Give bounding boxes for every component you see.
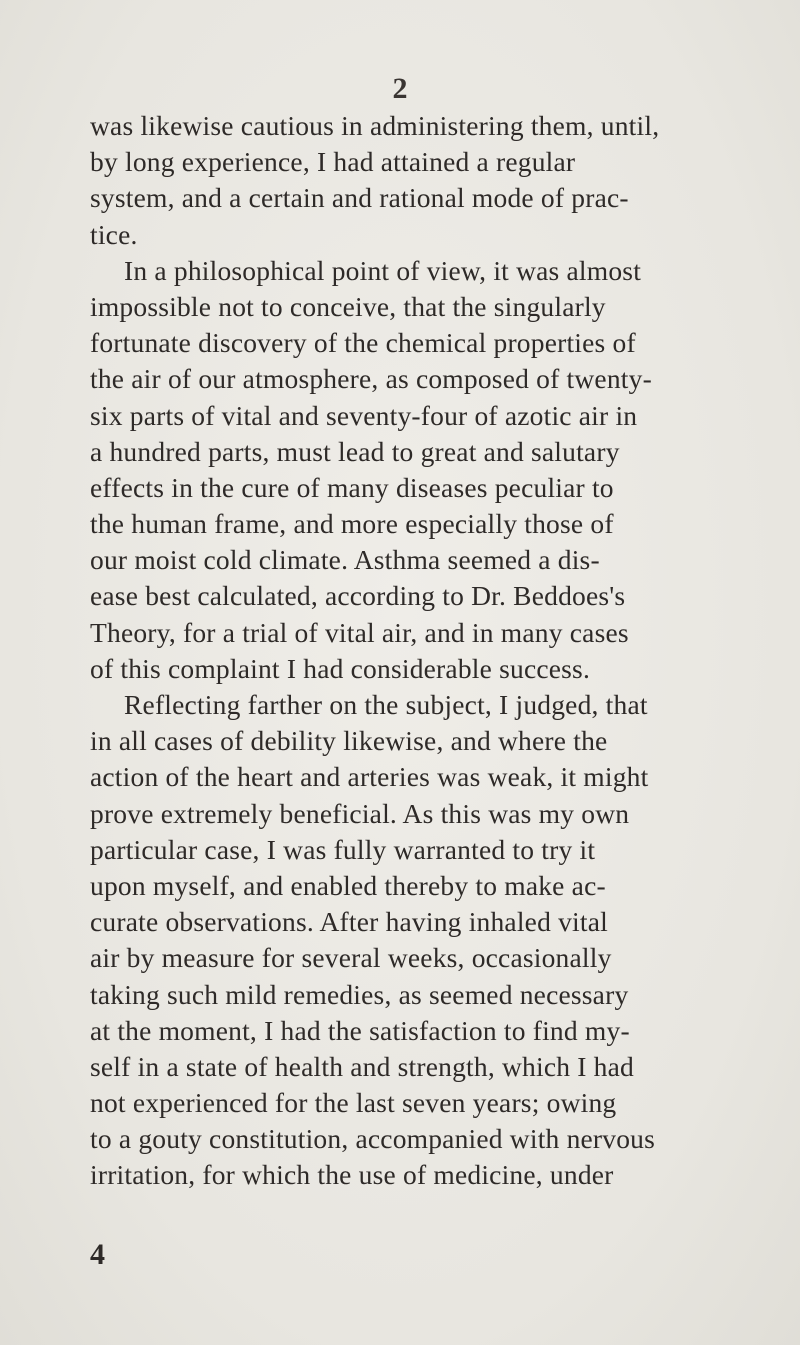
text-line: to a gouty constitution, accompanied with nervous [90,1123,656,1155]
text-line: irritation, for which the use of medicine, under [90,1159,614,1191]
text-line: not experienced for the last seven years; owing [90,1087,617,1119]
text-line: In a philosophical point of view, it was almost [124,254,642,286]
text-line: tice. [90,218,138,250]
text-line: at the moment, I had the satisfaction to find my- [90,1014,630,1046]
text-line: impossible not to conceive, that the singularly [90,290,606,322]
text-line: particular case, I was fully warranted to try it [90,833,596,865]
text-line: effects in the cure of many diseases peculiar to [90,471,614,503]
text-line: ease best calculated, according to Dr. Beddoes's [90,580,626,612]
text-line: upon myself, and enabled thereby to make ac- [90,869,606,901]
text-line: system, and a certain and rational mode of prac- [90,182,629,214]
text-line: the air of our atmosphere, as composed of twenty- [90,363,652,395]
text-line: prove extremely beneficial. As this was my own [90,797,630,829]
text-line: air by measure for several weeks, occasionally [90,942,612,974]
text-line: six parts of vital and seventy-four of azotic air in [90,399,638,431]
text-line: curate observations. After having inhaled vital [90,906,608,938]
text-line: Theory, for a trial of vital air, and in many cases [90,616,629,648]
text-line: taking such mild remedies, as seemed necessary [90,978,629,1010]
text-line: our moist cold climate. Asthma seemed a dis- [90,544,600,576]
signature-mark: 2 [392,72,408,105]
text-line: fortunate discovery of the chemical properties of [90,327,636,359]
body-text [90,108,790,1194]
text-line: action of the heart and arteries was weak, it might [90,761,649,793]
text-line: Reflecting farther on the subject, I judged, that [124,689,648,720]
text-line: of this complaint I had considerable success. [90,652,591,684]
text-line: was likewise cautious in administering them, until, [90,110,660,141]
text-line: in all cases of debility likewise, and where the [90,725,608,757]
text-line: self in a state of health and strength, which I had [90,1050,634,1082]
catchword: 4 [90,1238,105,1271]
text-line: a hundred parts, must lead to great and salutary [90,435,620,467]
text-line: the human frame, and more especially those of [90,508,614,540]
text-line: by long experience, I had attained a regular [90,146,576,178]
